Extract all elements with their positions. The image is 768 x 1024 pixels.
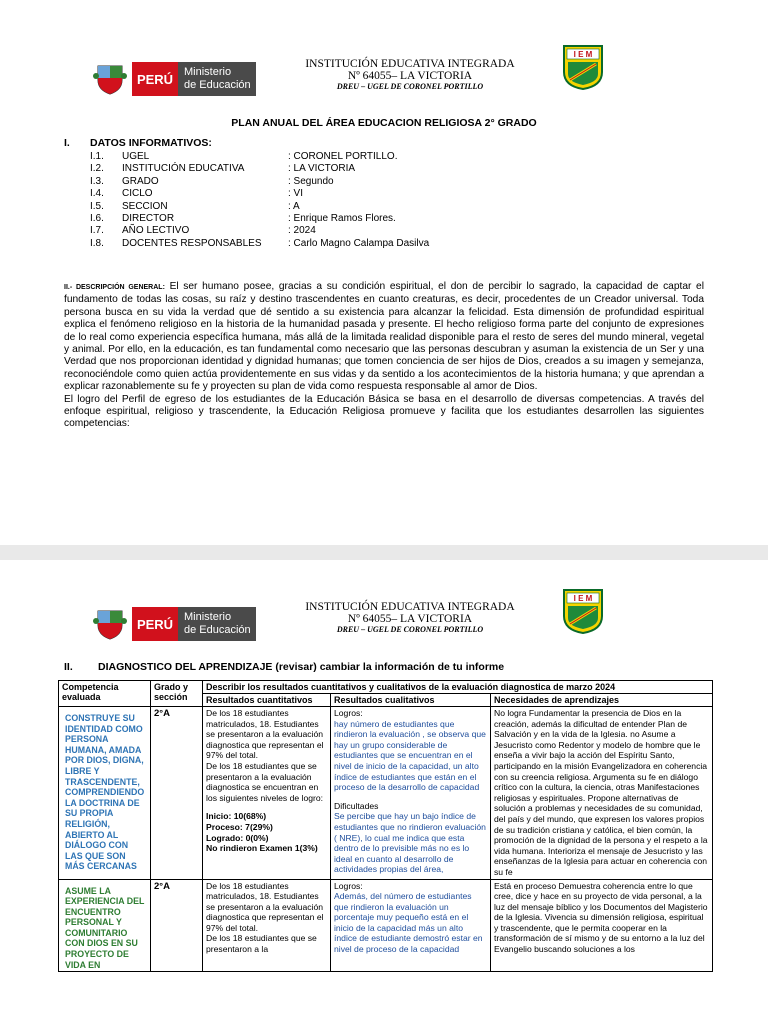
info-label: INSTITUCIÓN EDUCATIVA [122, 163, 245, 175]
school-crest-icon [562, 588, 604, 634]
info-value: : Segundo [288, 175, 334, 187]
info-no: I.1. [90, 151, 104, 162]
info-label: SECCION [122, 200, 168, 212]
info-value: : CORONEL PORTILLO. [288, 151, 398, 162]
peru-coat-of-arms-icon [92, 62, 128, 96]
section-heading-datos: I. DATOS INFORMATIVOS: [64, 137, 212, 149]
competencia-cell: ASUME LA EXPERIENCIA DEL ENCUENTRO PERSONAL Y COMUNITARIO CON DIOS EN SU PROYECTO DE VIDA EN [59, 879, 151, 972]
school-header-2: INSTITUCIÓN EDUCATIVA INTEGRADA Nº 64055– LA VICTORIA DREU – UGEL DE CORONEL PORTILLO [305, 601, 515, 634]
info-value: : 2024 [288, 225, 316, 237]
table-row [59, 707, 713, 880]
header-competencia: Competencia evaluada [59, 681, 151, 707]
ministry-label: Ministerio de Educación [178, 62, 256, 96]
info-value: : Carlo Magno Calampa Dasilva [288, 237, 430, 249]
header-qual: Resultados cualitativos [331, 694, 491, 707]
header-describe: Describir los resultados cuantitativos y cualitativos de la evaluación diagnostica de marzo 2024 [203, 681, 713, 694]
svg-text:I E M: I E M [573, 594, 593, 603]
info-label: DOCENTES RESPONSABLES [122, 237, 262, 249]
header-grado: Grado y sección [151, 681, 203, 707]
info-no: I.4. [90, 188, 104, 200]
svg-text:I E M: I E M [573, 50, 593, 59]
qual-cell: Logros: Además, del número de estudiantes que rindieron la evaluación un porcentaje muy pequeño está en el inicio de la capacidad más un alto índice de estudiante demostró estar en nivel de proceso de la capacidad [331, 879, 491, 972]
header-need: Necesidades de aprendizajes [491, 694, 713, 707]
info-value: : A [288, 200, 300, 212]
info-value: : VI [288, 188, 304, 200]
ministry-label-2: Ministerio de Educación [178, 607, 256, 641]
info-no: I.8. [90, 237, 104, 249]
peru-coat-of-arms-icon [92, 607, 128, 641]
quant-cell: De los 18 estudiantes matriculados, 18. Estudiantes se presentaron a la evaluación diagnostica que representan el 97% del total. De los 18 estudiantes que se presentaron a la evaluación diagnostica se encuentran en los siguientes niveles de logro: Inicio: 10(68%) Proceso: 7(29%) Logrado: 0(0%) No rindieron Examen 1(3%) [203, 707, 331, 880]
need-cell: Está en proceso Demuestra coherencia entre lo que cree, dice y hace en su proyecto de vida personal, a la luz del mensaje bíblico y los Documentos del Magisterio de la Iglesia. Vivencia su dimensión religiosa, espiritual y trascendente, que le permita cooperar en la transformación de sí mismo y de su entorno a la luz del Evangelio buscando soluciones a los [491, 879, 713, 972]
section-heading-diagnostico: II. DIAGNOSTICO DEL APRENDIZAJE (revisar) cambiar la información de tu informe [64, 661, 505, 673]
peru-label-2: PERÚ [132, 607, 178, 641]
qual-cell: Logros: hay número de estudiantes que rindieron la evaluación , se observa que hay un grupo considerable de estudiantes que se encuentran en el nivel de inicio de la capacidad, un alto índice de estudiantes que están en el proceso de la desarrollo de capacidad Dificultades Se percibe que hay un bajo índice de estudiantes que no rindieron evaluación ( NRE), lo cual me indica que esta dentro de lo previsible más no es lo ideal en cuanto al desarrollo de actividades propias del área, [331, 707, 491, 880]
info-no: I.2. [90, 163, 104, 175]
info-label: DIRECTOR [122, 213, 175, 224]
peru-label: PERÚ [132, 62, 178, 96]
grado-cell: 2°A [151, 879, 203, 972]
grado-cell: 2°A [151, 707, 203, 880]
info-no: I.7. [90, 225, 104, 237]
school-header: INSTITUCIÓN EDUCATIVA INTEGRADA Nº 64055– LA VICTORIA DREU – UGEL DE CORONEL PORTILLO [305, 58, 515, 91]
description-paragraph-2: El logro del Perfil de egreso de los estudiantes de la Educación Básica se basa en el desarrollo de diversas competencias. A través del enfoque espiritual, religioso y trascendente, la Educación Religiosa promueve y facilita que los estudiantes desarrollen las siguientes competencias: [64, 393, 704, 430]
minedu-logo [92, 62, 256, 96]
need-cell: No logra Fundamentar la presencia de Dios en la creación, además la dificultad de entender Plan de Salvación y en la vida de la Iglesia. no Asume a Jesucristo como Redentor y modelo de hombre que le enseña a vivir bajo la acción del Espíritu Santo, participando en la misión Evangelizadora en coherencia con su creencia religiosa. Argumenta su fe en diálogo crítico con la cultura, la ciencia, otras Manifestaciones religiosas y espirituales. Propone alternativas de solución a problemas y necesidades de su comunidad, del país y del mundo, que expresen los valores propios de su tradición cristiana y católica, el bien común, la promoción de la dignidad de la persona y el respeto a la vida humana. Interioriza el mensaje de Jesucristo y las enseñanzas de la Iglesia para actuar en coherencia con su fe [491, 707, 713, 880]
school-crest-icon [562, 44, 604, 90]
info-no: I.6. [90, 213, 104, 224]
minedu-logo-2 [92, 607, 256, 641]
page-title: PLAN ANUAL DEL ÁREA EDUCACION RELIGIOSA 2° GRADO [231, 117, 537, 129]
competencia-cell: CONSTRUYE SU IDENTIDAD COMO PERSONA HUMANA, AMADA POR DIOS, DIGNA, LIBRE Y TRASCENDENTE, COMPRENDIENDO LA DOCTRINA DE SU PROPIA RELIGIÓN, ABIERTO AL DIÁLOGO CON LAS QUE SON MÁS CERCANAS [59, 707, 151, 880]
info-value: : LA VICTORIA [288, 163, 356, 175]
info-label: GRADO [122, 175, 159, 187]
diagnostic-table [58, 680, 713, 972]
quant-cell: De los 18 estudiantes matriculados, 18. Estudiantes se presentaron a la evaluación diagnostica que representan el 97% del total. De los 18 estudiantes que se presentaron a la [203, 879, 331, 972]
info-no: I.3. [90, 175, 104, 187]
info-label: CICLO [122, 188, 153, 200]
info-label: AÑO LECTIVO [122, 225, 190, 237]
table-row [59, 879, 713, 972]
table-header-row [59, 681, 713, 694]
info-no: I.5. [90, 200, 104, 212]
description-general: II.- DESCRIPCIÓN GENERAL: El ser humano posee, gracias a su condición espiritual, el don de percibir lo sagrado, la capacidad de captar el fundamento de todas las cosas, su raíz y destino trascendentes en cuanto creaturas, es decir, procedentes de un Creador universal. Toda persona busca en su vida la verdad que dé sentido a su existencia para alcanzar la felicidad. Esta dimensión de profundidad espiritual explica el fenómeno religioso en la historia de la humanidad pasada y presente. El hecho religioso forma parte del conjunto de expresiones de lo real como experiencia específica humana, más allá de la limitada realidad disponible para el resto de seres del mundo mineral, vegetal y animal. Por ello, en la educación, es tan fundamental como necesario que las personas descubran y asuman la existencia de un Ser y una Verdad que nos proporcionan identidad y dignidad humanas; que tomen conciencia de ser hijos de Dios, creados a su imagen y semejanza, reconociéndole como quien actúa providentemente en sus vidas y da sentido a los acontecimientos de la historia humana; y que aprendan a explicar razonablemente su fe y proyecten su plan de vida como respuesta responsable al amor de Dios. El logro del Perfil de egreso de los estudiantes de la Educación Básica se basa en el desarrollo de diversas competencias. A través del enfoque espiritual, religioso y trascendente, la Educación Religiosa promueve y facilita que los estudiantes desarrollen las siguientes competencias: [64, 281, 704, 430]
info-label: UGEL [122, 151, 150, 162]
header-quant: Resultados cuantitativos [203, 694, 331, 707]
info-value: : Enrique Ramos Flores. [288, 213, 396, 224]
